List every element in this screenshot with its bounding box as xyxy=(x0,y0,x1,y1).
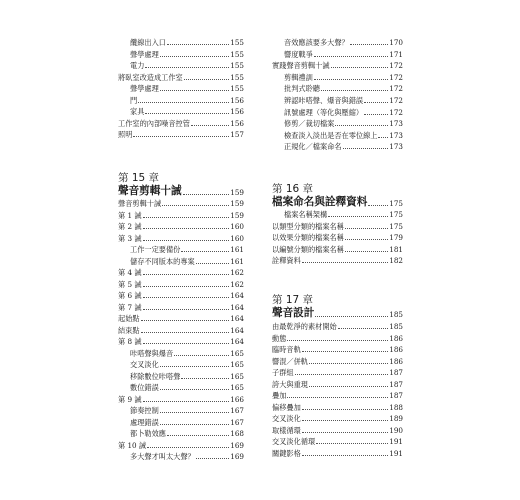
toc-entry[interactable] xyxy=(272,367,403,378)
toc-entry-page: 172 xyxy=(389,61,403,71)
toc-entry-page: 169 xyxy=(230,452,244,461)
toc-entry[interactable] xyxy=(284,72,403,83)
toc-entry[interactable] xyxy=(118,313,244,324)
leader-dots xyxy=(309,386,388,387)
leader-dots xyxy=(302,455,389,456)
toc-entry[interactable] xyxy=(118,394,244,405)
leader-dots xyxy=(143,309,230,310)
leader-dots xyxy=(143,240,230,241)
leader-dots xyxy=(287,340,388,341)
toc-entry-page: 190 xyxy=(389,425,403,435)
toc-entry-page: 172 xyxy=(389,107,403,117)
toc-entry-page: 173 xyxy=(389,130,403,140)
leader-dots xyxy=(302,420,389,421)
toc-entry[interactable] xyxy=(272,356,403,367)
toc-entry-page: 175 xyxy=(389,221,403,231)
chapter-16-title-row[interactable] xyxy=(272,195,403,209)
leader-dots xyxy=(191,125,229,126)
leader-dots xyxy=(321,90,388,91)
leader-dots xyxy=(147,447,229,448)
leader-dots xyxy=(143,343,230,344)
toc-entry-page: 172 xyxy=(389,72,403,82)
leader-dots xyxy=(302,262,389,263)
toc-entry-page: 159 xyxy=(230,210,244,220)
toc-entry[interactable] xyxy=(118,267,244,278)
toc-entry-title: 偏移疊加 xyxy=(272,402,301,412)
chapter-16-title: 檔案命名與詮釋資料 xyxy=(272,196,368,208)
toc-entry-title: 實踐聲音剪輯十誡 xyxy=(272,61,330,71)
toc-entry-page: 173 xyxy=(389,142,403,152)
toc-entry-title: 結束點 xyxy=(118,325,140,335)
toc-entry-title: 咔嗒聲與爆音 xyxy=(130,348,174,358)
toc-entry-title: 起始點 xyxy=(118,314,140,323)
leader-dots xyxy=(302,409,389,410)
toc-entry-page: 155 xyxy=(230,84,244,93)
toc-entry[interactable] xyxy=(272,221,403,232)
leader-dots xyxy=(183,194,230,195)
toc-entry-page: 186 xyxy=(389,356,403,366)
toc-entry-title: 修剪／裁切檔案 xyxy=(284,119,335,129)
leader-dots xyxy=(335,125,388,126)
toc-entry-page: 182 xyxy=(389,256,403,266)
leader-dots xyxy=(160,90,230,91)
toc-entry-title: 辨認咔嗒聲、爆音與錯誤 xyxy=(284,96,364,105)
leader-dots xyxy=(160,366,230,367)
leader-dots xyxy=(378,137,388,138)
leader-dots xyxy=(295,374,389,375)
toc-entry-page: 162 xyxy=(230,279,244,289)
toc-entry-page: 155 xyxy=(230,72,244,82)
toc-entry[interactable] xyxy=(284,118,403,129)
toc-entry-page: 172 xyxy=(389,96,403,105)
toc-entry-title: 響度戰爭 xyxy=(284,49,313,59)
toc-entry-title: 工作室的內部噪音控管 xyxy=(118,118,190,128)
toc-entry-page: 185 xyxy=(389,322,403,331)
toc-entry[interactable] xyxy=(130,405,244,416)
toc-entry[interactable] xyxy=(272,402,403,413)
toc-entry-page: 172 xyxy=(389,84,403,94)
toc-entry-title: 剪輯禮訓 xyxy=(284,72,313,82)
toc-entry[interactable] xyxy=(130,37,244,48)
toc-entry[interactable] xyxy=(130,60,244,71)
leader-dots xyxy=(143,274,230,275)
toc-entry-title: 關鍵影格 xyxy=(272,448,301,458)
leader-dots xyxy=(364,102,388,103)
toc-entry[interactable] xyxy=(284,209,403,220)
toc-entry-page: 165 xyxy=(230,383,244,392)
toc-entry-page: 168 xyxy=(230,429,244,438)
toc-entry-title: 詮釋資料 xyxy=(272,256,301,266)
leader-dots xyxy=(314,56,389,57)
toc-entry-title: 檢查淡入淡出是否在零位線上 xyxy=(284,130,378,140)
chapter-17-title: 聲音設計 xyxy=(272,307,315,319)
leader-dots xyxy=(141,332,230,333)
toc-entry-page: 167 xyxy=(230,417,244,427)
toc-entry-page: 159 xyxy=(230,199,244,208)
leader-dots xyxy=(314,79,389,80)
leader-dots xyxy=(138,102,229,103)
toc-entry-title: 工作一定要備份 xyxy=(130,245,181,254)
toc-entry[interactable] xyxy=(118,290,244,301)
toc-entry-page: 169 xyxy=(230,440,244,450)
toc-entry[interactable] xyxy=(130,95,244,106)
toc-entry-page: 165 xyxy=(230,360,244,369)
toc-entry-page: 187 xyxy=(389,379,403,389)
toc-entry-page: 156 xyxy=(230,95,244,105)
chapter-16-page: 175 xyxy=(389,199,403,208)
toc-entry-page: 157 xyxy=(230,130,244,139)
toc-entry-title: 聲學處理 xyxy=(130,49,159,59)
leader-dots xyxy=(184,79,230,80)
toc-entry-page: 164 xyxy=(230,302,244,312)
toc-entry-title: 響混／併軌 xyxy=(272,356,308,366)
toc-entry[interactable] xyxy=(118,210,244,221)
toc-entry[interactable] xyxy=(130,106,244,117)
leader-dots xyxy=(196,263,230,264)
toc-entry[interactable] xyxy=(272,255,403,266)
toc-entry-page: 164 xyxy=(230,314,244,323)
toc-entry-page: 170 xyxy=(389,38,403,47)
leader-dots xyxy=(196,458,230,459)
leader-dots xyxy=(331,67,389,68)
toc-entry[interactable] xyxy=(272,390,403,401)
toc-entry[interactable] xyxy=(118,118,244,129)
leader-dots xyxy=(160,56,230,57)
toc-entry[interactable] xyxy=(118,221,244,232)
leader-dots xyxy=(160,424,230,425)
leader-dots xyxy=(364,114,388,115)
toc-entry[interactable] xyxy=(118,325,244,336)
toc-entry-page: 175 xyxy=(389,210,403,219)
toc-entry-page: 155 xyxy=(230,38,244,47)
toc-entry-page: 160 xyxy=(230,222,244,231)
toc-entry[interactable] xyxy=(118,279,244,290)
toc-entry-title: 照明 xyxy=(118,130,133,139)
toc-entry-page: 173 xyxy=(389,119,403,129)
toc-entry-title: 交叉淡化循環 xyxy=(272,437,316,446)
leader-dots xyxy=(167,435,229,436)
toc-entry-title: 第 3 誡 xyxy=(118,233,142,243)
toc-entry-page: 186 xyxy=(389,333,403,343)
toc-entry-title: 聲學處理 xyxy=(130,84,159,93)
toc-entry-page: 188 xyxy=(389,402,403,412)
toc-entry-page: 164 xyxy=(230,325,244,335)
toc-entry-page: 160 xyxy=(230,233,244,243)
leader-dots xyxy=(160,412,230,413)
toc-entry-title: 第 8 誡 xyxy=(118,337,142,346)
toc-entry-page: 189 xyxy=(389,414,403,423)
toc-entry[interactable] xyxy=(130,417,244,428)
toc-entry[interactable] xyxy=(130,244,244,255)
leader-dots xyxy=(350,44,389,45)
toc-entry[interactable] xyxy=(118,72,244,83)
chapter-16-number: 第 16 章 xyxy=(272,183,314,195)
toc-entry-title: 交叉淡化 xyxy=(130,360,159,369)
leader-dots xyxy=(143,401,230,402)
toc-entry[interactable] xyxy=(272,448,403,459)
toc-entry-page: 161 xyxy=(230,256,244,266)
leader-dots xyxy=(345,251,388,252)
toc-entry-title: 以類型分類的檔案名稱 xyxy=(272,221,344,231)
toc-entry-title: 動態 xyxy=(272,333,287,343)
toc-entry[interactable] xyxy=(272,344,403,355)
toc-entry-title: 音效應該要多大聲？ xyxy=(284,38,349,47)
toc-entry[interactable] xyxy=(118,198,244,209)
toc-entry[interactable] xyxy=(130,49,244,60)
leader-dots xyxy=(143,297,230,298)
chapter-15-title: 聲音剪輯十誡 xyxy=(118,185,182,197)
toc-entry-title: 門 xyxy=(130,95,138,105)
toc-entry[interactable] xyxy=(272,425,403,436)
toc-entry[interactable] xyxy=(272,413,403,424)
chapter-15-title-row[interactable] xyxy=(118,184,244,198)
toc-entry-title: 以編號分類的檔案名稱 xyxy=(272,244,344,254)
toc-entry[interactable] xyxy=(130,256,244,267)
toc-entry-page: 187 xyxy=(389,391,403,400)
toc-entry[interactable] xyxy=(284,49,403,60)
toc-entry-title: 子群組 xyxy=(272,368,294,377)
toc-entry-page: 191 xyxy=(389,448,403,458)
toc-entry[interactable] xyxy=(272,436,403,447)
leader-dots xyxy=(145,113,229,114)
chapter-17-number: 第 17 章 xyxy=(272,294,314,306)
leader-dots xyxy=(145,67,229,68)
toc-entry[interactable] xyxy=(272,232,403,243)
leader-dots xyxy=(141,320,230,321)
toc-entry[interactable] xyxy=(118,233,244,244)
toc-entry-page: 155 xyxy=(230,49,244,59)
toc-entry-title: 數位錯誤 xyxy=(130,383,159,392)
toc-entry[interactable] xyxy=(284,95,403,106)
toc-entry-page: 161 xyxy=(230,245,244,254)
toc-entry-page: 167 xyxy=(230,406,244,415)
leader-dots xyxy=(162,205,229,206)
leader-dots xyxy=(181,251,229,252)
toc-entry[interactable] xyxy=(130,371,244,382)
toc-entry[interactable] xyxy=(130,348,244,359)
toc-entry-title: 纜線出入口 xyxy=(130,38,166,47)
toc-entry[interactable] xyxy=(284,37,403,48)
leader-dots xyxy=(345,239,388,240)
toc-entry-title: 第 6 誡 xyxy=(118,291,142,300)
toc-entry-title: 檔案名稱架構 xyxy=(284,210,328,219)
toc-entry[interactable] xyxy=(272,333,403,344)
toc-entry-page: 181 xyxy=(389,244,403,254)
leader-dots xyxy=(316,443,388,444)
toc-entry[interactable] xyxy=(130,359,244,370)
toc-entry[interactable] xyxy=(118,302,244,313)
toc-entry-page: 166 xyxy=(230,394,244,404)
leader-dots xyxy=(343,148,389,149)
toc-entry[interactable] xyxy=(272,321,403,332)
toc-entry[interactable] xyxy=(130,428,244,439)
leader-dots xyxy=(160,389,230,390)
toc-entry-title: 取樣循環 xyxy=(272,425,301,435)
leader-dots xyxy=(143,286,230,287)
toc-entry-title: 儲存不同版本的專案 xyxy=(130,256,195,266)
toc-entry-page: 156 xyxy=(230,118,244,128)
leader-dots xyxy=(302,432,389,433)
toc-entry-page: 164 xyxy=(230,337,244,346)
toc-entry-page: 164 xyxy=(230,291,244,300)
leader-dots xyxy=(302,351,389,352)
toc-entry-page: 156 xyxy=(230,107,244,116)
toc-entry[interactable] xyxy=(284,130,403,141)
chapter-17-title-row[interactable] xyxy=(272,306,403,320)
toc-entry-page: 186 xyxy=(389,345,403,354)
toc-entry-title: 第 5 誡 xyxy=(118,279,142,289)
leader-dots xyxy=(338,328,389,329)
toc-entry[interactable] xyxy=(272,244,403,255)
toc-entry-title: 訊號處理（等化與壓縮） xyxy=(284,107,364,117)
toc-entry-title: 多大聲才叫太大聲？ xyxy=(130,452,195,461)
toc-entry[interactable] xyxy=(272,379,403,390)
toc-entry[interactable] xyxy=(284,107,403,118)
toc-entry-page: 179 xyxy=(389,233,403,243)
leader-dots xyxy=(345,228,388,229)
toc-entry-page: 191 xyxy=(389,437,403,446)
leader-dots xyxy=(287,397,388,398)
toc-entry-title: 處理錯誤 xyxy=(130,417,159,427)
chapter-17-page: 185 xyxy=(389,310,403,319)
toc-entry-title: 節奏控制 xyxy=(130,406,159,415)
toc-entry-page: 165 xyxy=(230,348,244,358)
toc-entry[interactable] xyxy=(118,129,244,140)
leader-dots xyxy=(143,217,230,218)
toc-entry[interactable] xyxy=(130,83,244,94)
leader-dots xyxy=(143,228,230,229)
toc-entry-title: 都卜勒效應 xyxy=(130,429,166,438)
leader-dots xyxy=(315,316,388,317)
leader-dots xyxy=(133,136,229,137)
toc-entry[interactable] xyxy=(118,440,244,451)
toc-entry-page: 155 xyxy=(230,61,244,70)
toc-entry[interactable] xyxy=(284,83,403,94)
toc-entry-title: 第 9 誡 xyxy=(118,394,142,404)
toc-entry[interactable] xyxy=(118,336,244,347)
toc-entry-title: 將臥室改造成工作室 xyxy=(118,72,183,82)
toc-entry-title: 第 1 誡 xyxy=(118,210,142,220)
toc-entry-title: 誇大與重現 xyxy=(272,379,308,389)
toc-entry-title: 以效果分類的檔案名稱 xyxy=(272,233,344,243)
toc-entry[interactable] xyxy=(130,451,244,462)
toc-entry-title: 批判式聆聽 xyxy=(284,84,320,94)
toc-entry-title: 第 4 誡 xyxy=(118,268,142,277)
toc-entry[interactable] xyxy=(284,141,403,152)
toc-entry-title: 第 7 誡 xyxy=(118,302,142,312)
toc-entry-title: 疊加 xyxy=(272,391,287,400)
leader-dots xyxy=(174,355,229,356)
toc-entry-title: 第 10 誡 xyxy=(118,440,147,450)
toc-entry-title: 第 2 誡 xyxy=(118,222,142,231)
toc-entry-page: 171 xyxy=(389,49,403,59)
toc-entry-page: 187 xyxy=(389,368,403,377)
chapter-15-page: 159 xyxy=(230,188,244,197)
leader-dots xyxy=(167,44,229,45)
toc-entry-title: 正規化／檔案命名 xyxy=(284,142,342,152)
toc-entry-page: 165 xyxy=(230,371,244,381)
toc-entry[interactable] xyxy=(130,382,244,393)
leader-dots xyxy=(328,216,388,217)
toc-entry[interactable] xyxy=(272,60,403,71)
toc-entry-title: 家具 xyxy=(130,107,145,116)
toc-entry-title: 臨時音軌 xyxy=(272,345,301,354)
leader-dots xyxy=(309,363,388,364)
chapter-15-number: 第 15 章 xyxy=(118,172,160,184)
toc-entry-title: 聲音剪輯十誡 xyxy=(118,199,162,208)
leader-dots xyxy=(181,378,229,379)
toc-entry-title: 交叉淡化 xyxy=(272,414,301,423)
toc-entry-title: 由最乾淨的素材開始 xyxy=(272,322,337,331)
toc-entry-title: 電力 xyxy=(130,61,145,70)
toc-entry-page: 162 xyxy=(230,268,244,277)
toc-entry-title: 移除數位咔嗒聲 xyxy=(130,371,181,381)
leader-dots xyxy=(368,205,388,206)
